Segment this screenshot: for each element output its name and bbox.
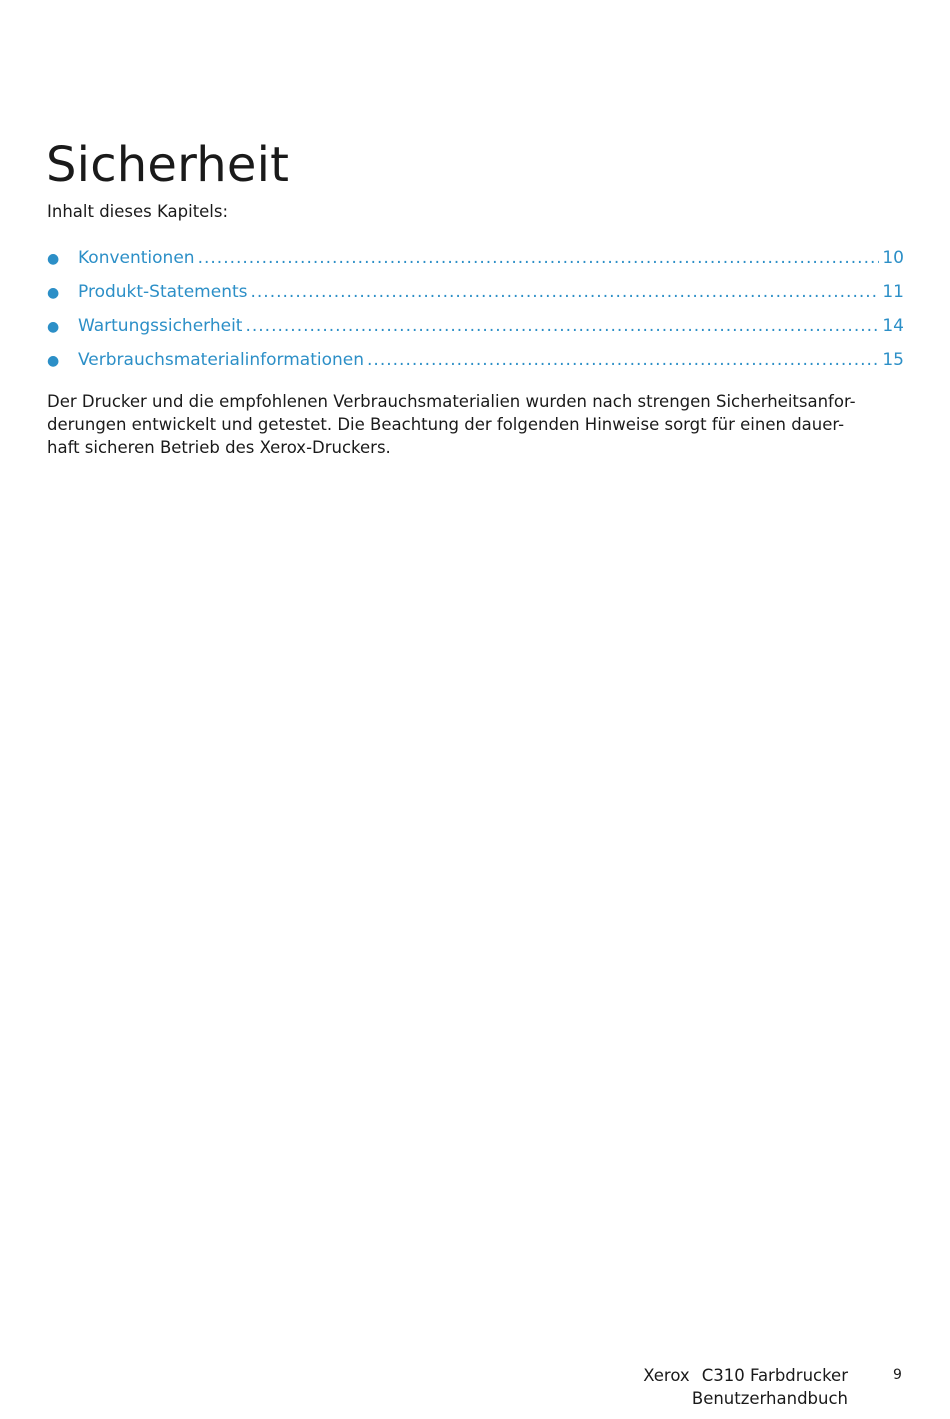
toc-item-label: Produkt-Statements	[78, 282, 248, 302]
toc-item-label: Konventionen	[78, 248, 195, 268]
toc-item-wartungssicherheit[interactable]	[47, 315, 904, 349]
page-number: 9	[893, 1367, 902, 1383]
toc-item-page: 14	[882, 316, 904, 336]
body-line: Der Drucker und die empfohlenen Verbrauchsmaterialien wurden nach strengen Sicherheitsanfor-	[47, 392, 856, 411]
toc-item-verbrauchsmaterialinformationen[interactable]	[47, 349, 904, 383]
toc-item-page: 11	[882, 282, 904, 302]
bullet-icon: ●	[47, 251, 60, 267]
bullet-icon: ●	[47, 353, 60, 369]
bullet-icon: ●	[47, 285, 60, 301]
chapter-title: Sicherheit	[46, 137, 290, 193]
footer-brand: Xerox	[643, 1366, 690, 1385]
body-line: derungen entwickelt und getestet. Die Beachtung der folgenden Hinweise sorgt für einen dauer-	[47, 415, 845, 434]
bullet-icon: ●	[47, 319, 60, 335]
footer-manual: Benutzerhandbuch	[691, 1389, 848, 1408]
toc-list	[47, 247, 904, 383]
body-line: haft sicheren Betrieb des Xerox-Druckers.	[47, 438, 391, 457]
page-footer	[643, 1364, 848, 1410]
toc-item-label: Wartungssicherheit	[78, 316, 243, 336]
toc-leader-dots	[251, 281, 880, 303]
toc-item-page: 10	[882, 248, 904, 268]
toc-leader-dots	[198, 247, 880, 269]
body-paragraph	[47, 390, 907, 459]
toc-leader-dots	[367, 349, 879, 371]
footer-product: C310 Farbdrucker	[701, 1366, 848, 1385]
toc-item-page: 15	[882, 350, 904, 370]
toc-intro: Inhalt dieses Kapitels:	[47, 202, 229, 221]
toc-item-produkt-statements[interactable]	[47, 281, 904, 315]
toc-item-label: Verbrauchsmaterialinformationen	[78, 350, 365, 370]
footer-product-line	[643, 1364, 848, 1387]
toc-item-konventionen[interactable]	[47, 247, 904, 281]
toc-leader-dots	[245, 315, 879, 337]
